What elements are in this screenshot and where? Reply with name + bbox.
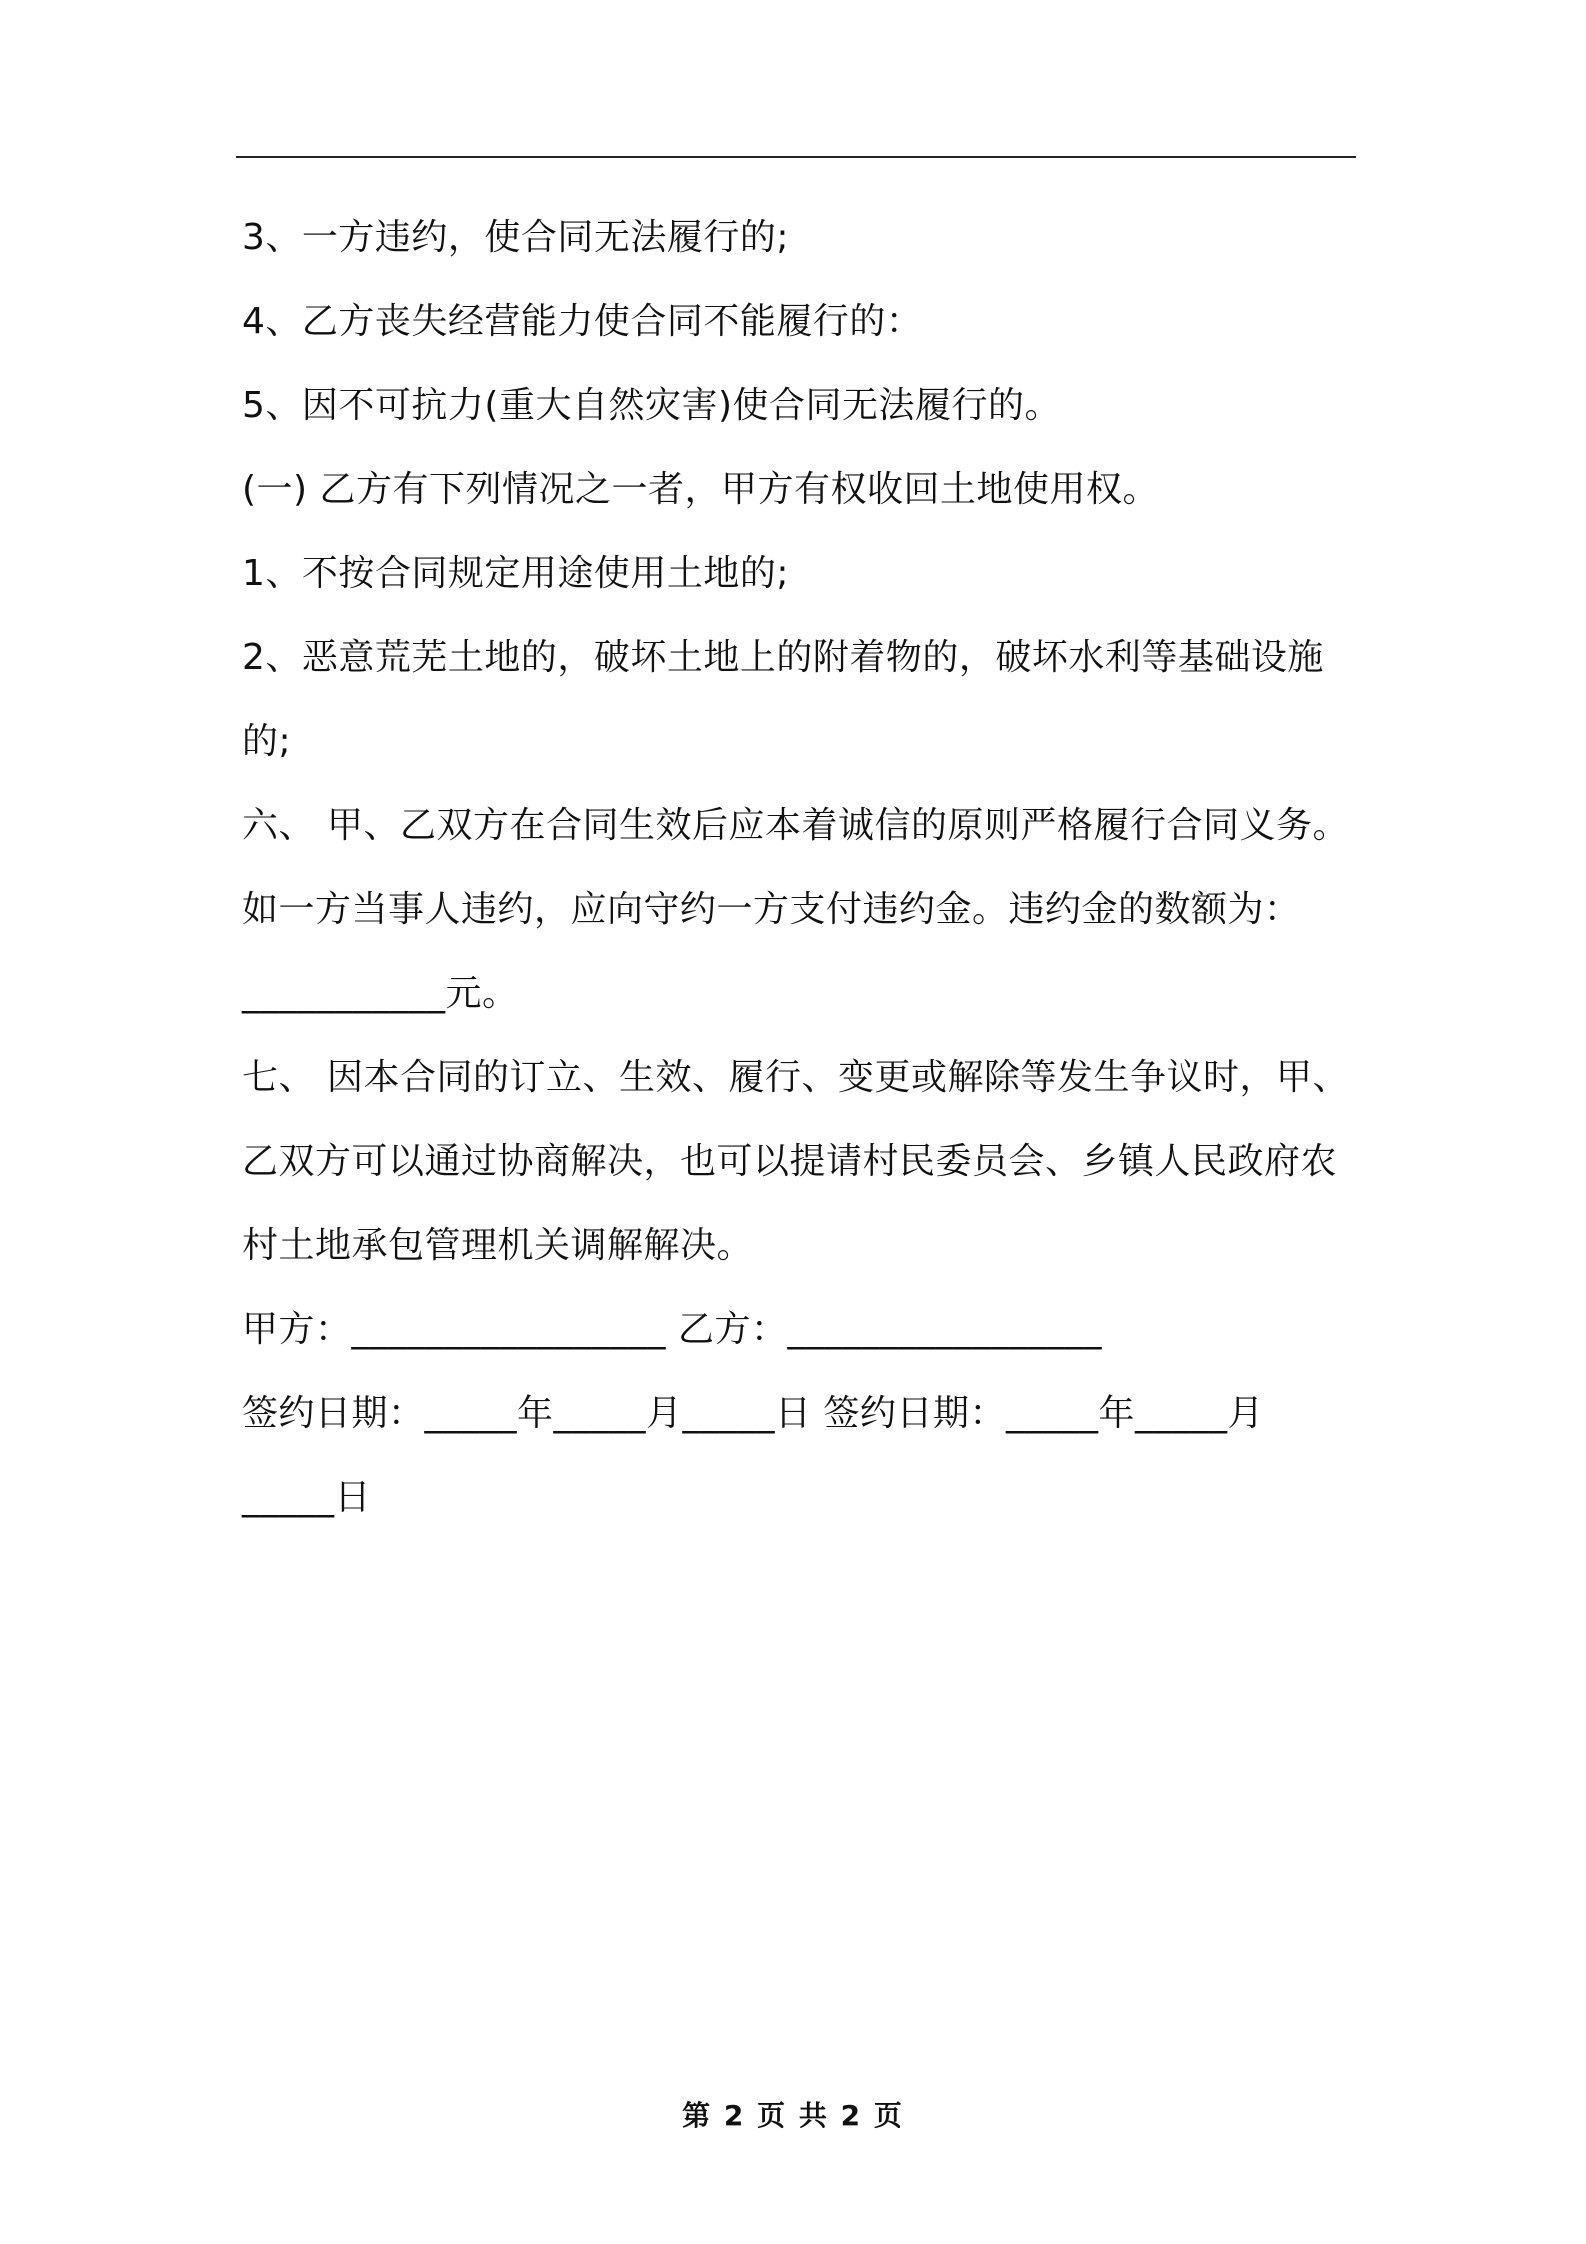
contract-body [242, 196, 1358, 1540]
clause-line: 2、恶意荒芜土地的，破坏土地上的附着物的，破坏水利等基础设施 [242, 637, 1324, 678]
clause-line: 3、一方违约，使合同无法履行的; [242, 217, 790, 258]
clause-line: 1、不按合同规定用途使用土地的; [242, 553, 790, 594]
signing-date-line: _____日 [242, 1477, 372, 1518]
clause-line: (一) 乙方有下列情况之一者，甲方有权收回土地使用权。 [242, 469, 1160, 510]
clause-line: 乙双方可以通过协商解决，也可以提请村民委员会、乡镇人民政府农 [242, 1141, 1338, 1182]
clause-line: ___________元。 [242, 973, 519, 1014]
clause-line: 5、因不可抗力(重大自然灾害)使合同无法履行的。 [242, 385, 1061, 426]
clause-line: 如一方当事人违约，应向守约一方支付违约金。违约金的数额为： [242, 889, 1301, 930]
clause-line: 村土地承包管理机关调解解决。 [242, 1225, 754, 1266]
signature-line: 甲方：_________________ 乙方：_________________ [242, 1309, 1102, 1350]
clause-line: 七、 因本合同的订立、生效、履行、变更或解除等发生争议时，甲、 [242, 1057, 1349, 1098]
page-number-footer: 第 2 页 共 2 页 [682, 2099, 904, 2132]
signing-date-line: 签约日期：_____年_____月_____日 签约日期：_____年_____月 [242, 1393, 1264, 1434]
clause-line: 六、 甲、乙双方在合同生效后应本着诚信的原则严格履行合同义务。 [242, 805, 1349, 846]
clause-line: 的; [242, 721, 292, 762]
clause-line: 4、乙方丧失经营能力使合同不能履行的： [242, 301, 923, 342]
header-rule [236, 156, 1356, 158]
